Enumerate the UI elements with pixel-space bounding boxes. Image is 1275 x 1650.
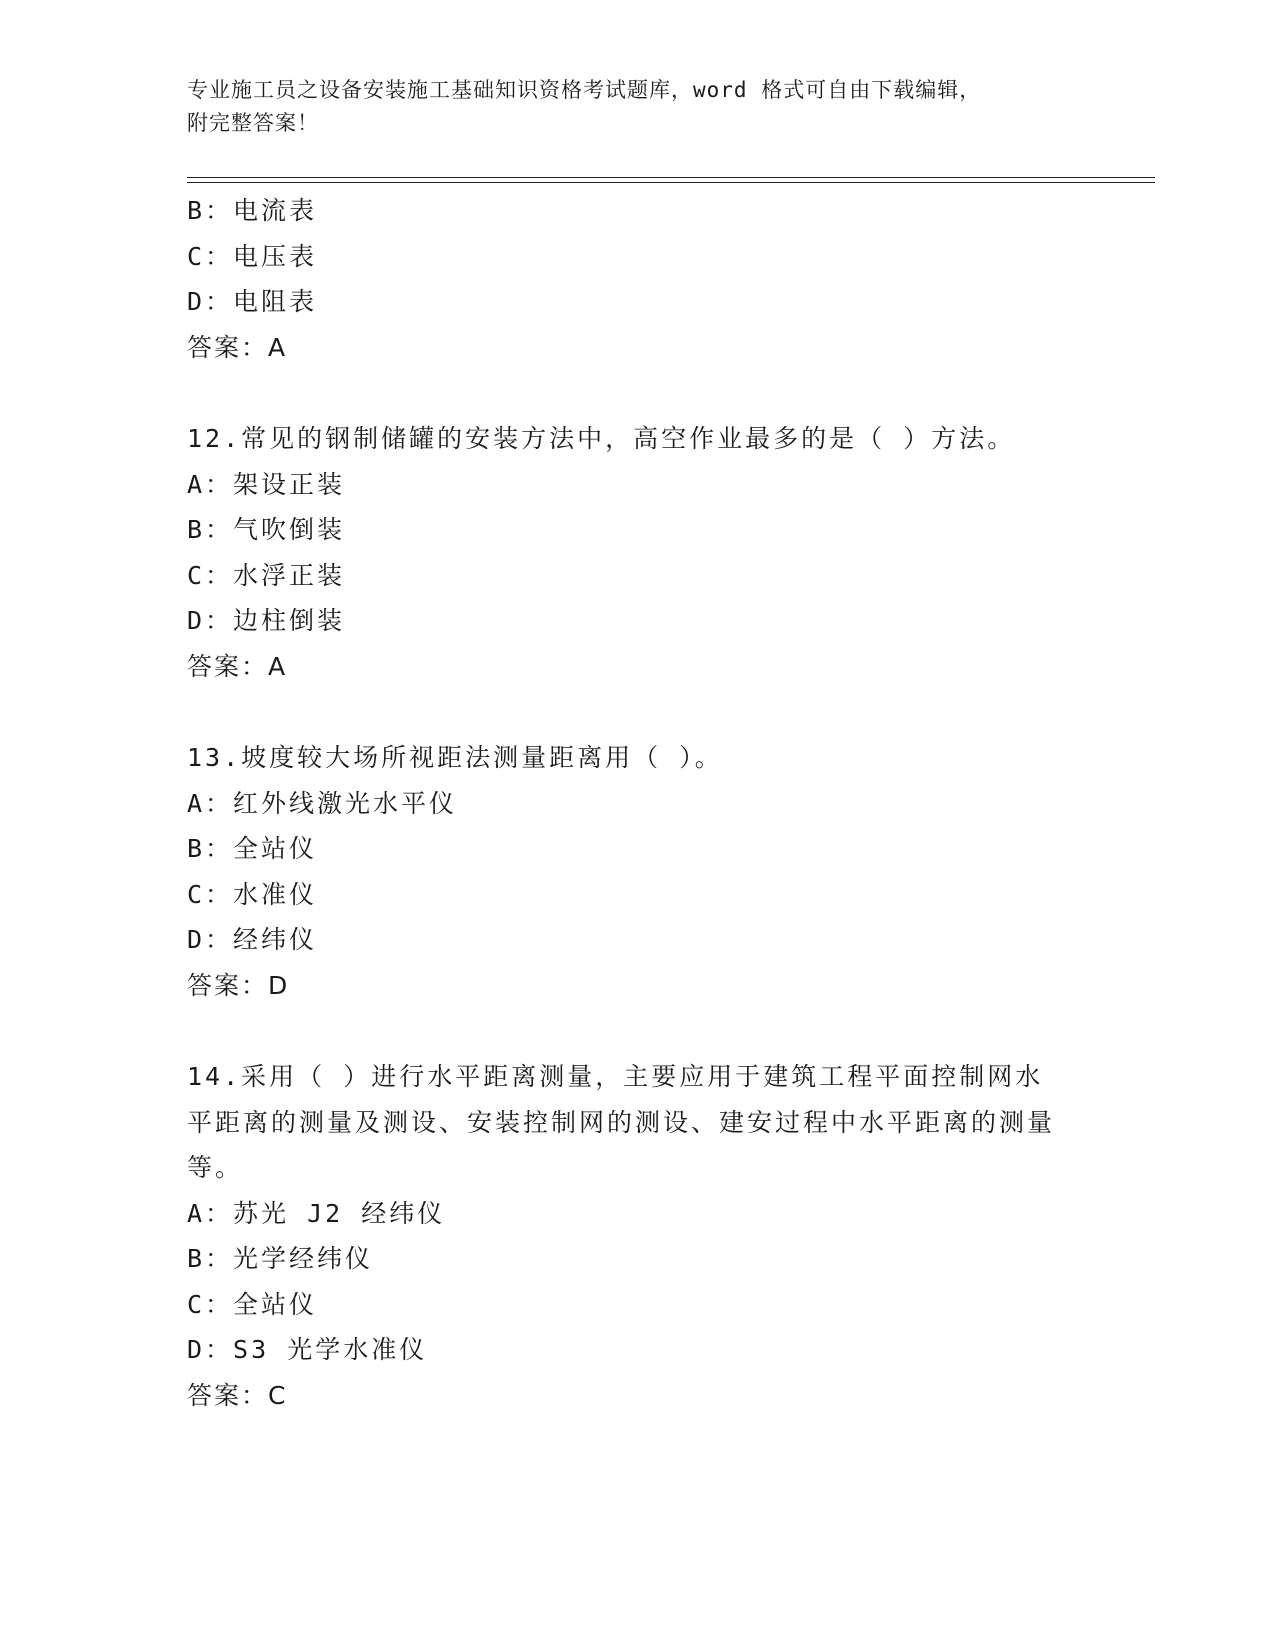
answer: 答案：C xyxy=(187,1380,288,1410)
option-c: C：电压表 xyxy=(187,241,318,271)
question-text: 13.坡度较大场所视距法测量距离用（ ）。 xyxy=(187,743,723,772)
question-text: 12.常见的钢制储罐的安装方法中，高空作业最多的是（ ）方法。 xyxy=(187,424,1016,453)
option-b: B：电流表 xyxy=(187,196,318,225)
question-text: 14.采用（ ）进行水平距离测量，主要应用于建筑工程平面控制网水平距离的测量及测设、安装控制网的测设、建安过程中水平距离的测量等。 xyxy=(187,1062,1056,1182)
option-b: B：气吹倒装 xyxy=(187,515,346,544)
option-d: D：边柱倒装 xyxy=(187,606,346,635)
document-header xyxy=(187,74,1067,140)
question-13 xyxy=(187,735,1067,1008)
option-a: A：架设正装 xyxy=(187,469,346,499)
option-d: D：经纬仪 xyxy=(187,925,318,954)
header-line-2: 附完整答案！ xyxy=(187,111,319,135)
option-d: D：电阻表 xyxy=(187,287,318,316)
option-b: B：光学经纬仪 xyxy=(187,1244,374,1273)
option-c: C：水准仪 xyxy=(187,879,318,909)
question-11-continued xyxy=(187,188,1067,370)
option-b: B：全站仪 xyxy=(187,834,318,863)
header-divider xyxy=(187,177,1155,183)
option-c: C：水浮正装 xyxy=(187,560,346,590)
question-14 xyxy=(187,1054,1067,1418)
answer: 答案：D xyxy=(187,970,290,1000)
option-c: C：全站仪 xyxy=(187,1289,318,1319)
question-12 xyxy=(187,416,1067,689)
answer: 答案：A xyxy=(187,332,288,362)
header-line-1: 专业施工员之设备安装施工基础知识资格考试题库，word 格式可自由下载编辑， xyxy=(187,78,982,102)
option-d: D：S3 光学水准仪 xyxy=(187,1335,428,1364)
option-a: A：苏光 J2 经纬仪 xyxy=(187,1198,446,1228)
option-a: A：红外线激光水平仪 xyxy=(187,788,458,818)
question-list xyxy=(187,188,1067,1418)
answer: 答案：A xyxy=(187,651,288,681)
